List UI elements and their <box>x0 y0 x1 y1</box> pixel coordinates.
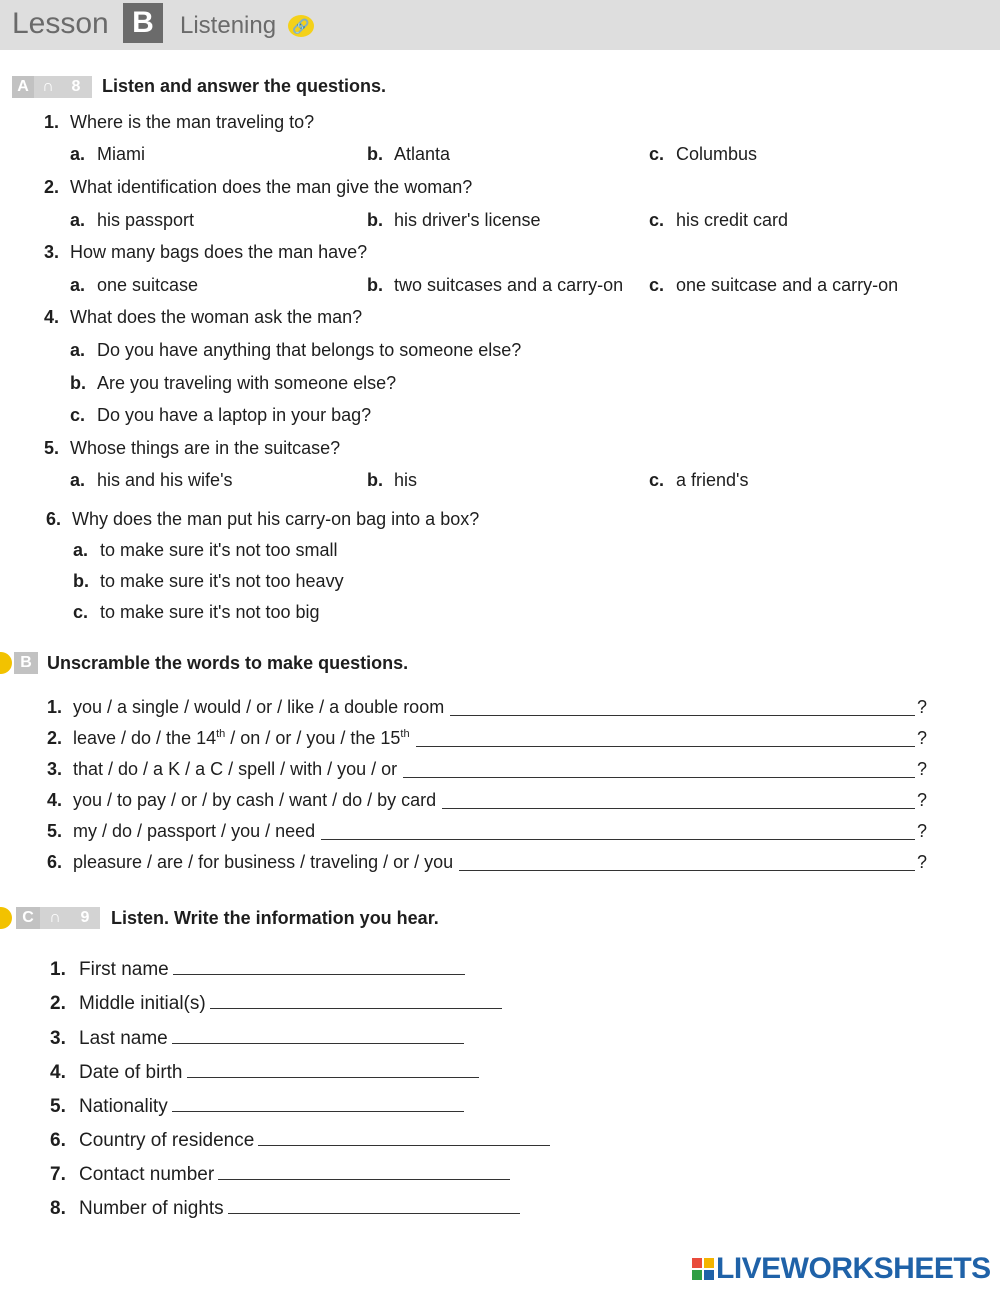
field-number: 1. <box>50 959 66 980</box>
item-number: 6. <box>47 852 63 872</box>
field-number: 6. <box>50 1130 66 1151</box>
option-text: to make sure it's not too big <box>100 602 320 622</box>
field-label: Date of birth <box>79 1062 183 1083</box>
answer-option[interactable] <box>649 210 788 231</box>
unscramble-item <box>47 759 927 783</box>
item-words: you / to pay / or / by cash / want / do / by card <box>73 790 437 810</box>
question-text: Whose things are in the suitcase? <box>70 438 341 458</box>
section-c-track: 9 <box>80 909 90 926</box>
section-c-instruction: Listen. Write the information you hear. <box>111 908 439 928</box>
answer-option[interactable] <box>73 540 338 561</box>
form-field <box>50 990 502 1015</box>
item-text <box>47 697 444 718</box>
option-text: one suitcase <box>97 275 199 295</box>
option-text: to make sure it's not too small <box>100 540 338 560</box>
option-letter: c. <box>649 210 665 230</box>
option-letter: b. <box>367 275 383 295</box>
answer-blank[interactable] <box>450 715 915 716</box>
form-field <box>50 1195 520 1220</box>
question-number: 6. <box>46 509 62 529</box>
option-letter: c. <box>649 470 665 490</box>
lesson-header <box>0 0 1000 50</box>
answer-option[interactable] <box>70 340 521 361</box>
option-letter: a. <box>70 210 86 230</box>
audio-icon[interactable]: ∩ <box>49 909 61 926</box>
item-text <box>47 728 410 749</box>
section-b-badge <box>14 652 38 674</box>
field-label: Nationality <box>79 1096 168 1117</box>
option-letter: b. <box>70 373 86 393</box>
form-field <box>50 1025 464 1050</box>
question <box>44 307 362 328</box>
option-letter: a. <box>70 470 86 490</box>
answer-option[interactable] <box>649 470 748 491</box>
item-words: my / do / passport / you / need <box>73 821 316 841</box>
unscramble-item <box>47 728 927 752</box>
option-text: two suitcases and a carry-on <box>394 275 624 295</box>
field-number: 3. <box>50 1028 66 1049</box>
item-text <box>47 821 315 842</box>
option-letter: b. <box>367 470 383 490</box>
section-a-instruction: Listen and answer the questions. <box>102 76 387 96</box>
ordinal-suffix: th <box>216 728 226 740</box>
audio-icon[interactable]: ∩ <box>42 78 54 95</box>
field-blank[interactable] <box>173 956 465 975</box>
question-number: 5. <box>44 438 60 458</box>
option-text: Miami <box>97 144 145 164</box>
section-a-badge <box>12 76 92 98</box>
question-text: What does the woman ask the man? <box>70 307 363 327</box>
field-number: 8. <box>50 1198 66 1219</box>
question-text: What identification does the man give the woman? <box>70 177 473 197</box>
option-letter: a. <box>70 275 86 295</box>
field-blank[interactable] <box>210 990 502 1009</box>
option-text: his driver's license <box>394 210 541 230</box>
item-words-part: / on / or / you / the 15 <box>225 728 401 748</box>
form-field <box>50 1093 464 1118</box>
field-label: Country of residence <box>79 1130 255 1151</box>
question-mark: ? <box>916 759 927 779</box>
item-words-part: leave / do / the 14 <box>73 728 217 748</box>
option-letter: a. <box>73 540 89 560</box>
option-letter: c. <box>70 405 86 425</box>
option-letter: c. <box>649 275 665 295</box>
question-mark: ? <box>916 728 927 748</box>
question-text: Why does the man put his carry-on bag into a box? <box>72 509 480 529</box>
option-text: his and his wife's <box>97 470 233 490</box>
form-field <box>50 1127 550 1152</box>
form-field <box>50 956 465 981</box>
form-field <box>50 1161 510 1186</box>
question-text: How many bags does the man have? <box>70 242 368 262</box>
section-b-marker <box>0 652 12 674</box>
item-number: 2. <box>47 728 63 748</box>
option-letter: b. <box>73 571 89 591</box>
unscramble-item <box>47 697 927 721</box>
option-text: to make sure it's not too heavy <box>100 571 344 591</box>
answer-option[interactable] <box>367 210 541 231</box>
answer-option[interactable] <box>367 470 417 491</box>
field-label: First name <box>79 959 169 980</box>
question <box>44 242 367 263</box>
field-label: Middle initial(s) <box>79 993 206 1014</box>
section-a-track: 8 <box>71 78 81 95</box>
answer-blank[interactable] <box>459 870 915 871</box>
field-number: 2. <box>50 993 66 1014</box>
section-c-letter: C <box>16 907 40 929</box>
field-number: 4. <box>50 1062 66 1083</box>
option-text: one suitcase and a carry-on <box>676 275 899 295</box>
answer-option[interactable] <box>70 210 194 231</box>
field-label: Number of nights <box>79 1198 224 1219</box>
question-number: 3. <box>44 242 60 262</box>
question <box>44 438 340 459</box>
field-blank[interactable] <box>187 1059 479 1078</box>
item-number: 3. <box>47 759 63 779</box>
field-blank[interactable] <box>258 1127 550 1146</box>
option-letter: c. <box>73 602 89 622</box>
question-text: Where is the man traveling to? <box>70 112 315 132</box>
question-number: 1. <box>44 112 60 132</box>
answer-option[interactable] <box>649 144 757 165</box>
ordinal-suffix: th <box>400 728 410 740</box>
question-number: 4. <box>44 307 60 327</box>
question <box>46 509 479 530</box>
answer-blank[interactable] <box>442 808 915 809</box>
answer-option[interactable] <box>73 602 320 623</box>
option-text: a friend's <box>676 470 749 490</box>
answer-blank[interactable] <box>403 777 915 778</box>
option-text: his passport <box>97 210 195 230</box>
option-letter: a. <box>70 144 86 164</box>
question-mark: ? <box>916 790 927 810</box>
logo-text: LIVEWORKSHEETS <box>716 1252 991 1285</box>
answer-option[interactable] <box>367 275 623 296</box>
field-blank[interactable] <box>172 1093 464 1112</box>
field-label: Contact number <box>79 1164 215 1185</box>
option-text: his <box>394 470 418 490</box>
option-text: Atlanta <box>394 144 451 164</box>
question-mark: ? <box>916 852 927 872</box>
field-blank[interactable] <box>218 1161 510 1180</box>
item-words: you / a single / would / or / like / a double room <box>73 697 445 717</box>
question-mark: ? <box>916 821 927 841</box>
answer-option[interactable] <box>70 373 396 394</box>
section-c-marker <box>0 907 12 929</box>
section-b-instruction: Unscramble the words to make questions. <box>47 653 409 673</box>
section-c-badge <box>16 907 100 929</box>
field-blank[interactable] <box>228 1195 520 1214</box>
item-words: pleasure / are / for business / traveling / or / you <box>73 852 454 872</box>
answer-blank[interactable] <box>416 746 915 747</box>
field-label: Last name <box>79 1028 168 1049</box>
option-letter: a. <box>70 340 86 360</box>
section-b-letter: B <box>20 654 32 671</box>
field-number: 5. <box>50 1096 66 1117</box>
field-number: 7. <box>50 1164 66 1185</box>
answer-option[interactable] <box>70 275 198 296</box>
answer-blank[interactable] <box>321 839 915 840</box>
option-letter: b. <box>367 210 383 230</box>
item-number: 1. <box>47 697 63 717</box>
option-text: Are you traveling with someone else? <box>97 373 397 393</box>
answer-option[interactable] <box>70 470 233 491</box>
answer-option[interactable] <box>73 571 344 592</box>
option-letter: c. <box>649 144 665 164</box>
item-text <box>47 790 436 811</box>
link-icon[interactable]: 🔗 <box>288 15 314 37</box>
answer-option[interactable] <box>367 144 450 165</box>
option-text: Do you have a laptop in your bag? <box>97 405 372 425</box>
logo-grid-icon <box>692 1258 714 1280</box>
question-number: 2. <box>44 177 60 197</box>
question <box>44 112 314 133</box>
unscramble-item <box>47 821 927 845</box>
question <box>44 177 472 198</box>
form-field <box>50 1059 479 1084</box>
item-text <box>47 852 453 873</box>
item-text <box>47 759 397 780</box>
item-words: that / do / a K / a C / spell / with / you / or <box>73 759 398 779</box>
answer-option[interactable] <box>70 144 145 165</box>
unscramble-item <box>47 790 927 814</box>
lesson-word: Lesson <box>12 7 109 40</box>
item-number: 4. <box>47 790 63 810</box>
answer-option[interactable] <box>70 405 371 426</box>
option-letter: b. <box>367 144 383 164</box>
unscramble-item <box>47 852 927 876</box>
section-a-letter: A <box>12 76 34 98</box>
option-text: Columbus <box>676 144 758 164</box>
lesson-subtitle: Listening <box>180 12 277 39</box>
field-blank[interactable] <box>172 1025 464 1044</box>
item-number: 5. <box>47 821 63 841</box>
option-text: his credit card <box>676 210 789 230</box>
answer-option[interactable] <box>649 275 898 296</box>
option-text: Do you have anything that belongs to someone else? <box>97 340 522 360</box>
question-mark: ? <box>916 697 927 717</box>
lesson-letter: B <box>123 3 163 43</box>
